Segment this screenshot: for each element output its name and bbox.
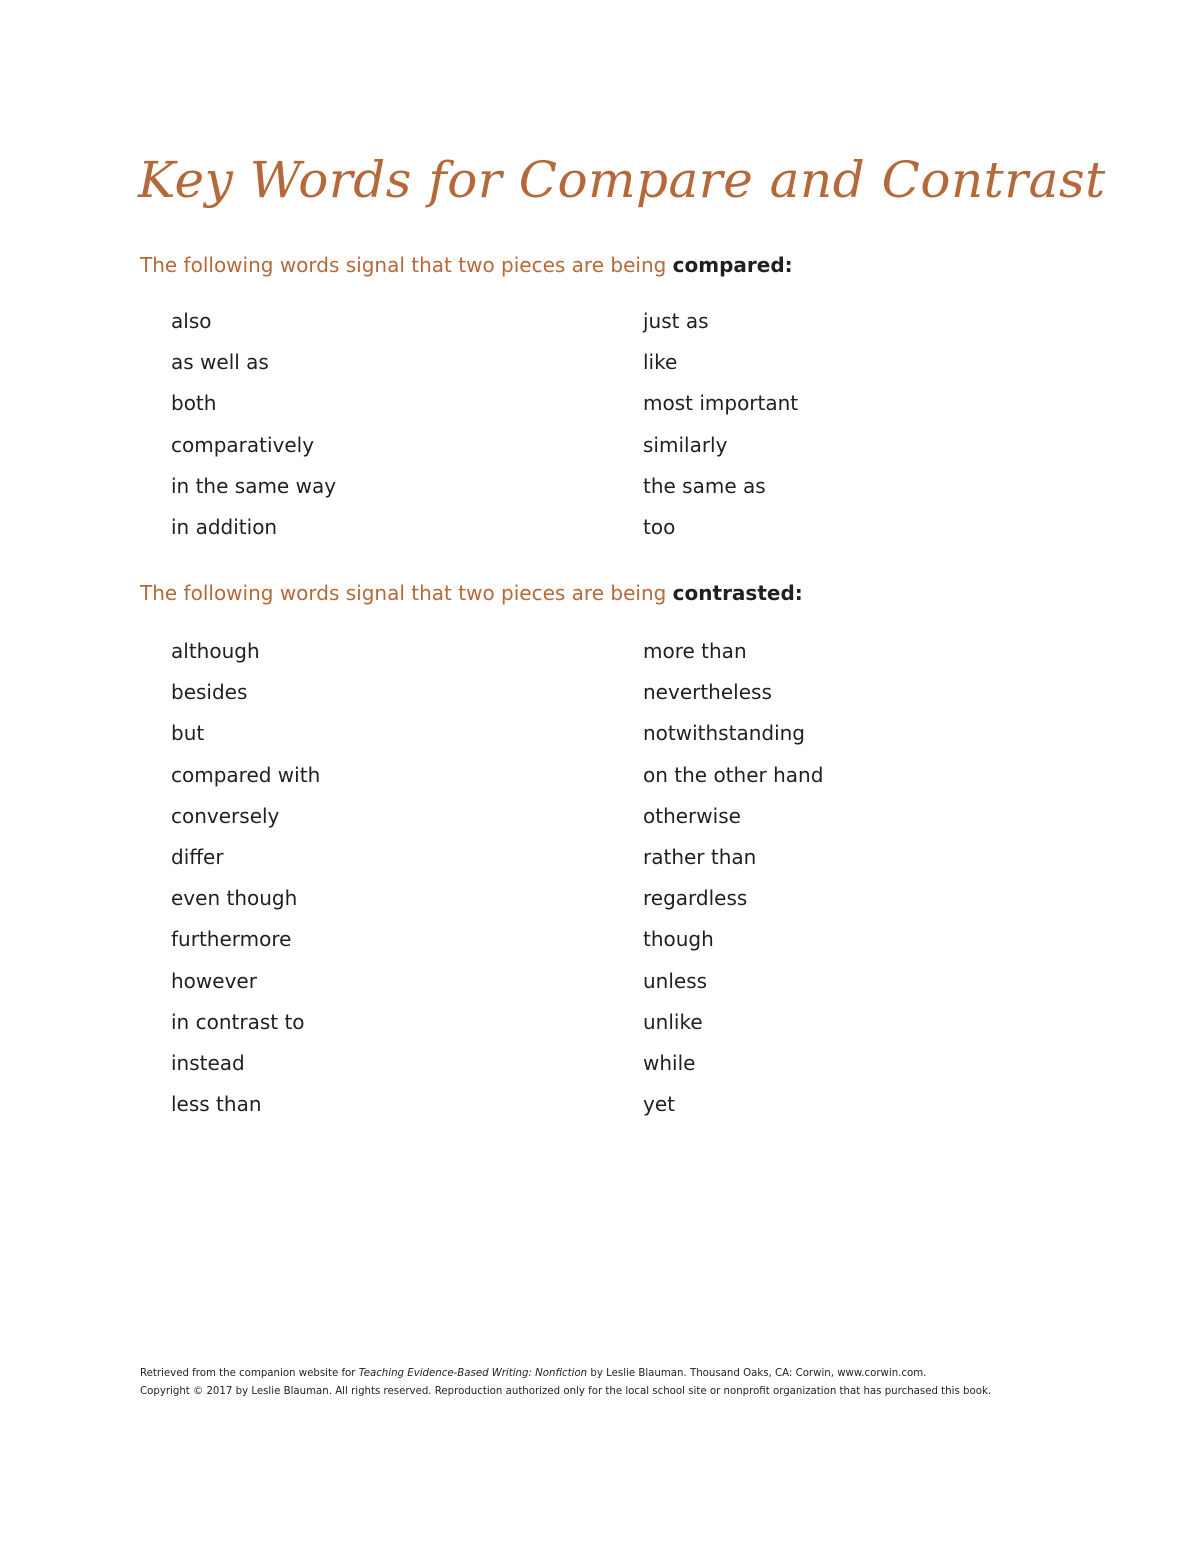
contrast-word: besides bbox=[171, 680, 248, 705]
page-title: Key Words for Compare and Contrast bbox=[138, 151, 1106, 209]
compare-word: in the same way bbox=[171, 473, 337, 498]
footer-retrieved-suffix: by Leslie Blauman. Thousand Oaks, CA: Corwin, www.corwin.com. bbox=[590, 1368, 927, 1379]
compare-word: like bbox=[643, 350, 678, 375]
contrast-word: more than bbox=[643, 639, 747, 663]
compare-word: similarly bbox=[643, 432, 728, 457]
contrast-word: unlike bbox=[643, 1009, 703, 1034]
contrast-word: on the other hand bbox=[643, 762, 824, 787]
compare-section-heading bbox=[140, 251, 793, 279]
contrast-word: otherwise bbox=[643, 803, 741, 828]
contrast-word: though bbox=[643, 927, 714, 952]
footer-copyright: Copyright © 2017 by Leslie Blauman. All rights reserved. Reproduction authorized only for the local school site or nonprofit organization that has purchased this book. bbox=[140, 1385, 992, 1397]
contrast-word: while bbox=[643, 1051, 696, 1076]
contrast-words-right-column bbox=[643, 631, 823, 1125]
contrast-word: but bbox=[171, 721, 205, 746]
contrast-section-heading bbox=[140, 579, 803, 607]
contrast-word: regardless bbox=[643, 886, 748, 911]
compare-heading-colon: : bbox=[784, 253, 793, 277]
contrast-word: yet bbox=[643, 1092, 675, 1117]
contrast-word: notwithstanding bbox=[643, 721, 806, 746]
compare-word: in addition bbox=[171, 515, 278, 540]
contrast-word: even though bbox=[171, 886, 298, 911]
contrast-word: however bbox=[171, 968, 257, 993]
compare-word: as well as bbox=[171, 350, 269, 375]
compare-word: comparatively bbox=[171, 432, 315, 457]
compare-word: just as bbox=[643, 309, 709, 333]
contrast-word: rather than bbox=[643, 845, 757, 870]
footer-book-title: Teaching Evidence-Based Writing: Nonfiction bbox=[358, 1368, 588, 1379]
compare-word: both bbox=[171, 391, 217, 416]
footer-retrieved-line bbox=[140, 1365, 1045, 1383]
compare-heading-keyword: compared bbox=[672, 253, 785, 277]
contrast-heading-colon: : bbox=[794, 581, 803, 605]
compare-heading-prefix: The following words signal that two pieces are being bbox=[140, 253, 667, 277]
compare-word: too bbox=[643, 515, 676, 540]
contrast-word: instead bbox=[171, 1051, 245, 1076]
contrast-word: in contrast to bbox=[171, 1009, 305, 1034]
contrast-heading-keyword: contrasted bbox=[672, 581, 795, 605]
footer-retrieved-prefix: Retrieved from the companion website for bbox=[140, 1368, 356, 1379]
compare-words-left-column bbox=[171, 301, 336, 548]
copyright-footer bbox=[140, 1365, 1045, 1400]
contrast-word: although bbox=[171, 639, 260, 663]
compare-word: also bbox=[171, 309, 212, 333]
contrast-heading-prefix: The following words signal that two pieces are being bbox=[140, 581, 667, 605]
contrast-word: compared with bbox=[171, 762, 321, 787]
contrast-word: furthermore bbox=[171, 927, 292, 952]
compare-word: the same as bbox=[643, 473, 766, 498]
contrast-word: unless bbox=[643, 968, 708, 993]
contrast-word: differ bbox=[171, 845, 224, 870]
compare-word: most important bbox=[643, 391, 799, 416]
contrast-word: less than bbox=[171, 1092, 262, 1117]
contrast-word: nevertheless bbox=[643, 680, 772, 705]
compare-words-right-column bbox=[643, 301, 798, 548]
contrast-words-left-column bbox=[171, 631, 320, 1125]
contrast-word: conversely bbox=[171, 803, 280, 828]
